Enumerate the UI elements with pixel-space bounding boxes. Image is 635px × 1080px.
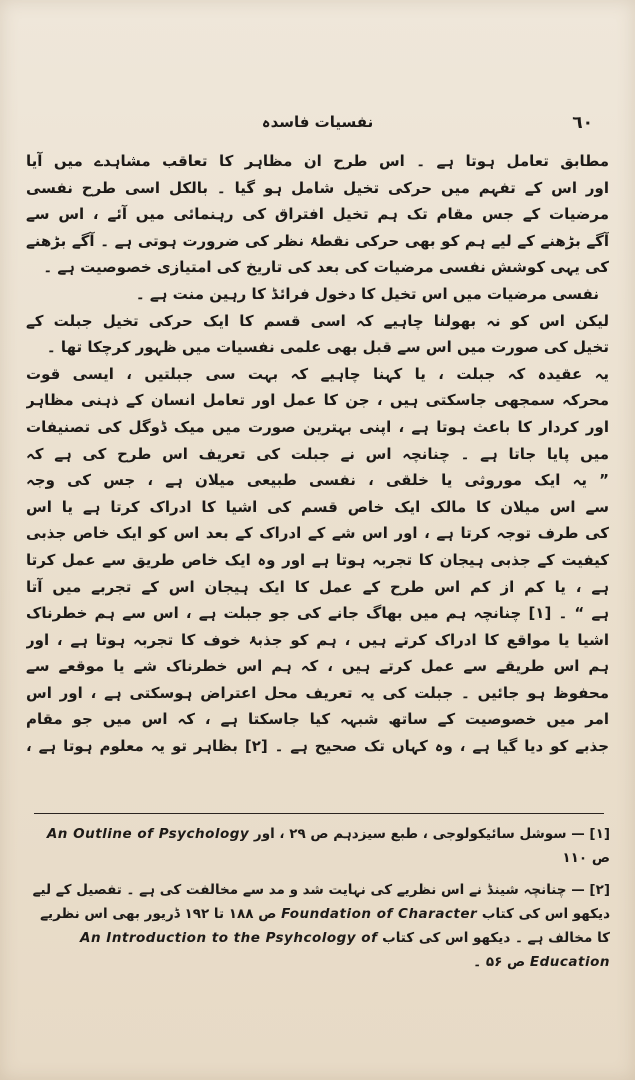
footnotes [30, 822, 610, 972]
text-line: میں پایا جاتا ہے ۔ چنانچہ اس نے جبلت کی تعریف اس طرح کی ہے کہ [26, 444, 609, 463]
text-line: یہ عقیدہ کہ جبلت ، یا کہنا چاہیے کہ بہت سی جبلتیں ، ایسی قوت [26, 364, 609, 383]
body-text [26, 148, 609, 813]
footnote-2-line [30, 926, 610, 950]
text-line: سے اس میلان کا مالک ایک خاص قسم کی اشیا کا ادراک کرتا ہے یا اس [26, 497, 609, 516]
text-line: اور کردار کا باعث ہوتا ہے ، اپنی بہترین صورت میں میک ڈوگل کی تصنیفات [26, 417, 609, 436]
footnote-text: ص ۱۱۰ [562, 850, 610, 866]
footnote-2-line [30, 902, 610, 926]
paragraph-start-line: نفسی مرضیات میں اس تخیل کا دخول فرائڈ کا رہین منت ہے ۔ [135, 284, 599, 303]
text-line: جذبے کو دیا گیا ہے ، وہ کہاں تک صحیح ہے ۔ [۲] بظاہر تو یہ معلوم ہوتا ہے ، [26, 737, 609, 756]
text-line: تخیل کی صورت میں اس سے قبل بھی علمی نفسیات میں ظہور کرچکا تھا ۔ [46, 338, 609, 357]
book-title-english: Foundation of Character [281, 906, 478, 922]
footnote-text: [۲] — چنانچہ شینڈ نے اس نظریے کی نہایت شد و مد سے مخالفت کی ہے ۔ تفصیل کے لیے [32, 882, 610, 898]
text-line: آگے بڑھنے کے لیے ہم کو بھی حرکی نقطۂ نظر کی ضرورت ہوتی ہے ۔ آگے بڑھنے [26, 231, 609, 250]
page-number: ٦٠ [572, 113, 593, 133]
footnote-1-line [30, 846, 610, 870]
text-line: مرضیات کے جس مقام تک ہم تخیل افتراق کی رہنمائی میں آئے ، اس سے [26, 205, 609, 224]
text-line: مطابق تعامل ہوتا ہے ۔ اس طرح ان مظاہر کا تعاقب مشاہدے میں آیا [26, 152, 609, 170]
quote-line: ” یہ ایک موروثی یا خلقی ، نفسی طبیعی میلان ہے ، جس کی وجہ [26, 471, 609, 490]
book-title-english: An Outline of Psychology [46, 826, 250, 842]
footnote-2-line [30, 950, 610, 974]
text-line: کی طرف توجہ کرتا ہے ، اور اس شے کے ادراک کے بعد اس کو ایک خاص جذبی [26, 524, 609, 543]
footnote-text: دیکھو اس کی کتاب [481, 906, 610, 922]
text-line: کیفیت کے جذبی ہیجان کا تجربہ ہوتا ہے اور وہ ایک خاص طریق سے عمل کرتا [26, 550, 609, 569]
footnote-1-line [30, 822, 610, 846]
footnote-text: ص ۱۸۸ تا ۱۹۲ ڈریور بھی اس نظریے [40, 906, 277, 922]
text-line: ہے ، یا کم از کم اس طرح کے عمل کا ایک ہیجان اس کے تجربے میں آتا [26, 577, 609, 596]
text-line: ہم اس طریقے سے عمل کرتے ہیں ، کہ ہم اس خطرناک شے یا موقعے سے [26, 657, 609, 676]
footnote-divider [34, 813, 604, 814]
text-line: امر میں خصوصیت کے ساتھ شبہہ کیا جاسکتا ہے ، کہ اس میں جو مقام [26, 710, 609, 729]
footnote-2-line [30, 878, 610, 902]
text-line: محرکہ سمجھی جاسکتی ہیں ، جن کا عمل اور تعامل انسان کے ذہنی مظاہر [26, 391, 609, 410]
text-line: لیکن اس کو نہ بھولنا چاہیے کہ اسی قسم کا ایک حرکی تخیل جبلت کے [26, 311, 609, 330]
footnote-text: کا مخالف ہے ۔ دیکھو اس کی کتاب [382, 930, 610, 946]
footnote-text: [۱] — سوشل سائیکولوجی ، طبع سیزدہم ص ۲۹ ، اور [253, 826, 610, 842]
book-title-english: An Introduction to the Psyhcology of [80, 930, 378, 946]
text-line: ہے “ ۔ [۱] چنانچہ ہم میں بھاگ جانے کی جو جبلت ہے ، اس سے ہم خطرناک [26, 604, 609, 623]
footnote-text: ص ۵۶ ۔ [473, 954, 526, 970]
text-line: محفوظ ہو جائیں ۔ جبلت کی یہ تعریف محل اعتراض ہوسکتی ہے ، اور اس [26, 683, 609, 702]
text-line: کی یہی کوشش نفسی مرضیات کی بعد کی تاریخ کی امتیازی خصوصیت ہے ۔ [43, 258, 609, 277]
page-header [40, 113, 595, 139]
book-title-english: Education [529, 954, 610, 970]
text-line: اشیا یا مواقع کا ادراک کرتے ہیں ، ہم کو جذبۂ خوف کا تجربہ ہوتا ہے ، اور [26, 630, 609, 649]
text-line: اور اس کے تفہم میں حرکی تخیل شامل ہو گیا ۔ بالکل اسی طرح نفسی [26, 178, 609, 197]
running-title: نفسیات فاسدہ [261, 113, 374, 131]
